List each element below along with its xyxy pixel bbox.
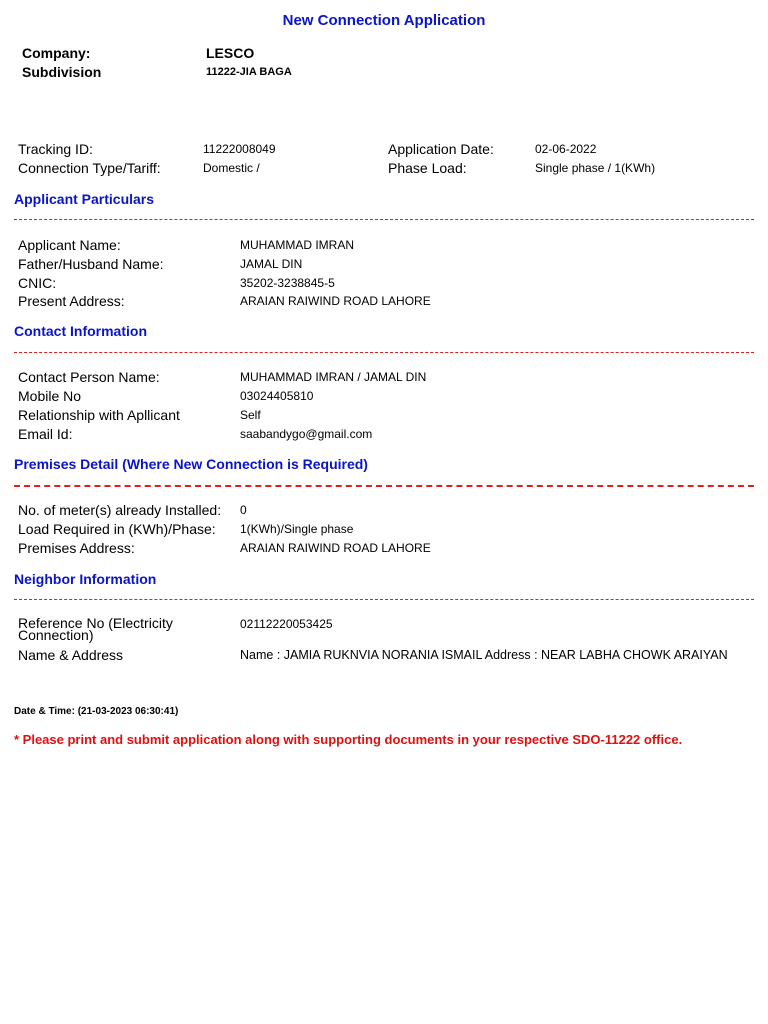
neighbor-information-heading: Neighbor Information bbox=[14, 571, 157, 587]
name-address-label: Name & Address bbox=[18, 647, 124, 663]
email-label: Email Id: bbox=[18, 426, 73, 442]
applicant-particulars-heading: Applicant Particulars bbox=[14, 191, 155, 207]
subdivision-value: 11222-JIA BAGA bbox=[206, 66, 292, 78]
contact-information-heading: Contact Information bbox=[14, 323, 147, 339]
applicant-name-value: MUHAMMAD IMRAN bbox=[240, 238, 354, 252]
section-divider bbox=[14, 352, 754, 353]
reference-no-label: Reference No (Electricity Connection) bbox=[18, 615, 173, 643]
section-divider bbox=[14, 219, 754, 220]
connection-type-label: Connection Type/Tariff: bbox=[18, 160, 161, 176]
meters-installed-value: 0 bbox=[240, 503, 247, 517]
applicant-name-label: Applicant Name: bbox=[18, 237, 121, 253]
meters-installed-label: No. of meter(s) already Installed: bbox=[18, 502, 222, 518]
premises-address-label: Premises Address: bbox=[18, 540, 135, 556]
subdivision-label: Subdivision bbox=[22, 64, 102, 80]
cnic-label: CNIC: bbox=[18, 275, 57, 291]
premises-address-value: ARAIAN RAIWIND ROAD LAHORE bbox=[240, 541, 431, 555]
email-value: saabandygo@gmail.com bbox=[240, 427, 373, 441]
name-address-value: Name : JAMIA RUKNVIA NORANIA ISMAIL Address : NEAR LABHA CHOWK ARAIYAN bbox=[240, 648, 728, 662]
application-date-value: 02-06-2022 bbox=[535, 142, 597, 156]
contact-person-label: Contact Person Name: bbox=[18, 369, 160, 385]
reference-no-value: 02112220053425 bbox=[240, 617, 333, 631]
relationship-label: Relationship with Apllicant bbox=[18, 407, 180, 423]
father-name-label: Father/Husband Name: bbox=[18, 256, 164, 272]
application-date-label: Application Date: bbox=[388, 141, 494, 157]
phase-load-value: Single phase / 1(KWh) bbox=[535, 161, 656, 175]
contact-person-value: MUHAMMAD IMRAN / JAMAL DIN bbox=[240, 370, 427, 384]
company-value: LESCO bbox=[206, 45, 255, 61]
load-required-value: 1(KWh)/Single phase bbox=[240, 522, 354, 536]
relationship-value: Self bbox=[240, 408, 261, 422]
tracking-id-value: 11222008049 bbox=[203, 142, 276, 156]
date-time-stamp: Date & Time: (21-03-2023 06:30:41) bbox=[14, 706, 179, 717]
tracking-id-label: Tracking ID: bbox=[18, 141, 93, 157]
father-name-value: JAMAL DIN bbox=[240, 257, 303, 271]
section-divider bbox=[14, 599, 754, 600]
present-address-value: ARAIAN RAIWIND ROAD LAHORE bbox=[240, 294, 431, 308]
load-required-label: Load Required in (KWh)/Phase: bbox=[18, 521, 216, 537]
company-label: Company: bbox=[22, 45, 91, 61]
section-divider bbox=[14, 485, 754, 487]
mobile-no-label: Mobile No bbox=[18, 388, 82, 404]
present-address-label: Present Address: bbox=[18, 293, 125, 309]
page-title: New Connection Application bbox=[282, 12, 486, 29]
cnic-value: 35202-3238845-5 bbox=[240, 276, 335, 290]
phase-load-label: Phase Load: bbox=[388, 160, 467, 176]
print-submit-notice: * Please print and submit application along with supporting documents in your respective SDO-11222 office. bbox=[14, 732, 683, 747]
premises-detail-heading: Premises Detail (Where New Connection is Required) bbox=[14, 456, 368, 472]
connection-type-value: Domestic / bbox=[203, 161, 260, 175]
mobile-no-value: 03024405810 bbox=[240, 389, 314, 403]
